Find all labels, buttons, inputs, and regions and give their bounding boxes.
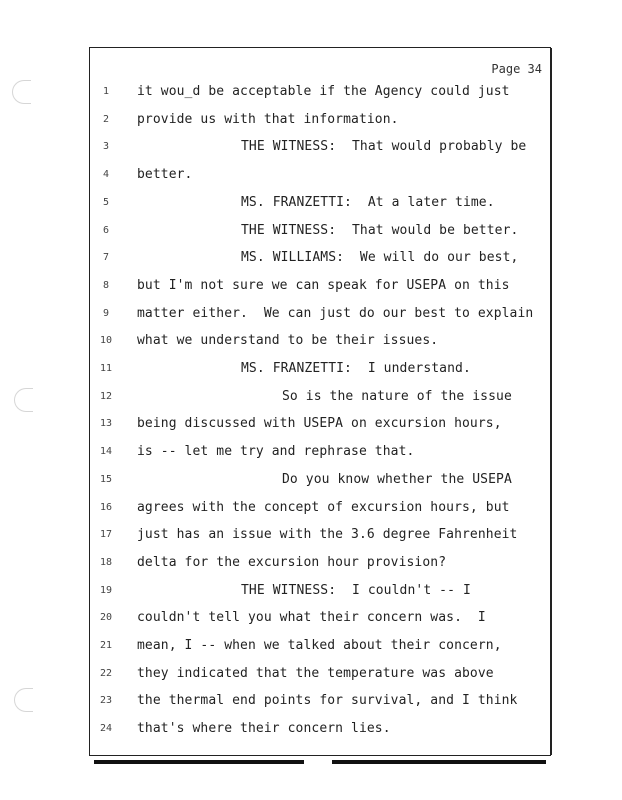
line-text: couldn't tell you what their concern was. I: [137, 610, 486, 626]
transcript-line: [0, 527, 560, 547]
line-number: 24: [99, 723, 113, 735]
line-text: it wou_d be acceptable if the Agency could just: [137, 84, 510, 99]
transcript-line: [0, 444, 560, 464]
line-text: THE WITNESS: That would be better.: [241, 222, 519, 238]
transcript-line: [0, 223, 560, 243]
line-number: 6: [102, 224, 110, 236]
transcript-line: [0, 666, 560, 686]
transcript-line: [0, 583, 560, 603]
line-text: MS. FRANZETTI: I understand.: [241, 361, 471, 376]
transcript-line: [0, 721, 560, 741]
line-text: THE WITNESS: I couldn't -- I: [241, 582, 471, 598]
line-text: better.: [137, 167, 193, 183]
line-text: delta for the excursion hour provision?: [137, 554, 447, 570]
line-number: 15: [99, 473, 113, 485]
line-number: 21: [99, 640, 113, 651]
line-text: they indicated that the temperature was above: [137, 665, 494, 681]
line-text: MS. FRANZETTI: At a later time.: [241, 194, 495, 210]
line-number: 3: [102, 141, 110, 153]
line-number: 23: [99, 695, 113, 707]
bottom-rule-left: [94, 760, 304, 764]
transcript-line: [0, 638, 560, 658]
transcript-line: [0, 112, 560, 132]
line-text: mean, I -- when we talked about their concern,: [137, 638, 502, 653]
line-text: agrees with the concept of excursion hours, but: [137, 499, 510, 515]
line-text: what we understand to be their issues.: [137, 333, 439, 349]
line-number: 14: [99, 446, 113, 458]
transcript-line: [0, 195, 560, 215]
line-number: 5: [102, 196, 110, 208]
transcript-line: [0, 333, 560, 353]
line-text: So is the nature of the issue: [282, 388, 512, 404]
line-text: just has an issue with the 3.6 degree Fahrenheit: [137, 527, 518, 543]
transcript-line: [0, 361, 560, 381]
line-text: is -- let me try and rephrase that.: [137, 444, 415, 460]
line-number: 13: [99, 418, 113, 430]
line-number: 7: [102, 252, 110, 264]
line-number: 1: [102, 86, 110, 97]
transcript-line: [0, 610, 560, 630]
line-number: 8: [102, 279, 110, 291]
line-number: 17: [99, 529, 113, 541]
transcript-line: [0, 500, 560, 520]
line-text: provide us with that information.: [137, 111, 399, 127]
page-number: Page 34: [491, 62, 542, 76]
transcript-line: [0, 416, 560, 436]
line-text: matter either. We can just do our best to explain: [137, 305, 534, 321]
line-number: 18: [99, 556, 113, 568]
line-number: 9: [102, 307, 110, 319]
line-number: 22: [99, 667, 113, 679]
line-text: Do you know whether the USEPA: [282, 471, 512, 487]
line-number: 11: [99, 363, 113, 374]
line-text: the thermal end points for survival, and I think: [137, 693, 518, 709]
transcript-line: [0, 389, 560, 409]
line-number: 19: [99, 584, 113, 596]
line-text: THE WITNESS: That would probably be: [241, 139, 527, 155]
line-number: 2: [102, 113, 110, 125]
transcript-line: [0, 693, 560, 713]
transcript-line: [0, 472, 560, 492]
line-number: 16: [99, 501, 113, 513]
transcript-line: [0, 306, 560, 326]
transcript-line: [0, 167, 560, 187]
transcript-line: [0, 139, 560, 159]
line-text: but I'm not sure we can speak for USEPA on this: [137, 277, 510, 293]
line-number: 4: [102, 169, 110, 181]
transcript-line: [0, 555, 560, 575]
transcript-line: [0, 250, 560, 270]
line-text: being discussed with USEPA on excursion hours,: [137, 416, 502, 432]
line-number: 10: [99, 335, 113, 347]
transcript-line: [0, 84, 560, 104]
transcript-line: [0, 278, 560, 298]
line-text: MS. WILLIAMS: We will do our best,: [241, 250, 519, 266]
line-number: 12: [99, 390, 113, 402]
line-number: 20: [99, 612, 113, 624]
line-text: that's where their concern lies.: [137, 721, 391, 737]
bottom-rule-right: [332, 760, 546, 764]
